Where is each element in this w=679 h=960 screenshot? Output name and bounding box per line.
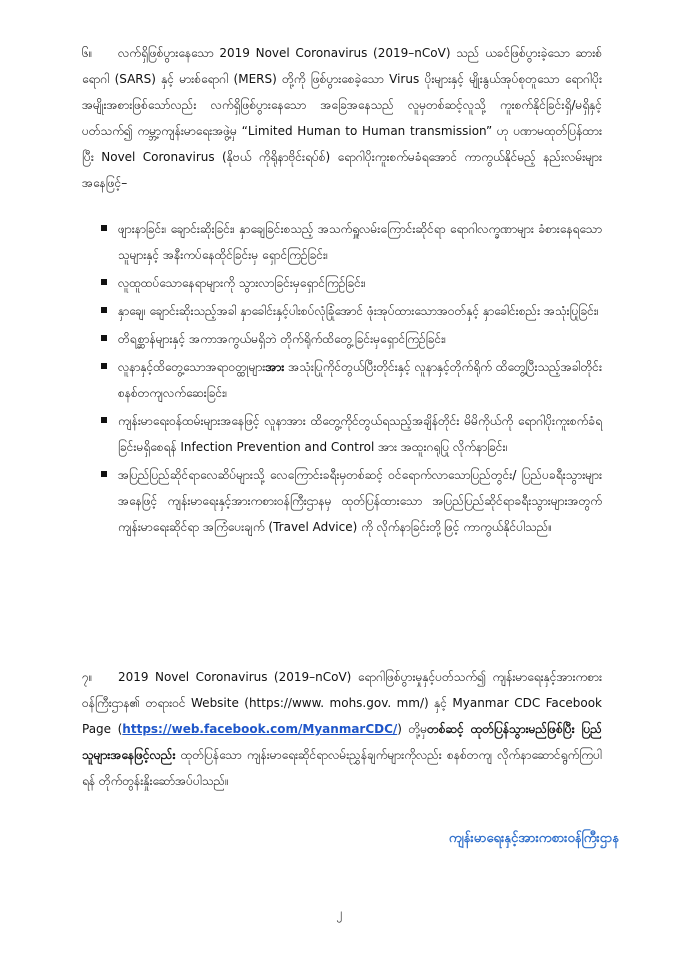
bullet-icon xyxy=(101,335,107,341)
paragraph-number: ၆။ xyxy=(82,46,93,60)
list-item: တိရစ္ဆာန်များနှင့် အကာအကွယ်မရှိဘဲ တိုက်ရိုက်ထိတွေ့ခြင်းမှရှောင်ကြဉ်ခြင်း၊ xyxy=(82,326,602,352)
paragraph-number: ၇။ xyxy=(82,670,93,684)
ministry-signature: ကျန်းမာရေးနှင့်အားကစားဝန်ကြီးဌာန xyxy=(448,831,619,846)
paragraph-text: လက်ရှိဖြစ်ပွားနေသော 2019 Novel Coronavirus (2019–nCoV) သည် ယခင်ဖြစ်ပွားခဲ့သော ဆားစ်ရောဂါ (SARS) နှင့် မားစ်ရောဂါ (MERS) တို့ကို ဖြစ်ပွားစေခဲ့သော Virus ပိုးများနှင့် မျိုးနွယ်အုပ်စုတူသော ရောဂါပိုးအမျိုးအစားဖြစ်သော်လည်း လက်ရှိဖြစ်ပွားနေသော အခြေအနေသည် လူမှတစ်ဆင့်လူသို့ ကူးစက်နိုင်ခြင်းရှိ/မရှိနှင့်ပတ်သက်၍ ကမ္ဘာ့ကျန်းမာရေးအဖွဲ့မှ “Limited Human to Human transmission” ဟု ပဏာမထုတ်ပြန်ထားပြီး Novel Coronavirus (နိုဗယ် ကိုရိုနာဗိုင်းရပ်စ်) ရောဂါပိုးကူးစက်မခံရအောင် ကာကွယ်နိုင်မည့် နည်းလမ်းများအနေဖြင့်– xyxy=(82,46,602,190)
list-item: လူနာနှင့်ထိတွေ့သောအရာဝတ္ထုများအား အသုံးပြုကိုင်တွယ်ပြီးတိုင်းနှင့် လူနာနှင့်တိုက်ရိုက် ထိတွေ့ပြီးသည့်အခါတိုင်းစနစ်တကျလက်ဆေးခြင်း၊ xyxy=(82,354,602,406)
bullet-list xyxy=(82,216,602,542)
list-item: ဖျားနာခြင်း၊ ချောင်းဆိုးခြင်း၊ နှာချေခြင်းစသည့် အသက်ရှူလမ်းကြောင်းဆိုင်ရာ ရောဂါလက္ခဏာများ ခံစားနေရသော သူများနှင့် အနီးကပ်နေထိုင်ခြင်းမှ ရှောင်ကြဉ်ခြင်း၊ xyxy=(82,216,602,268)
bullet-icon xyxy=(101,225,107,231)
bullet-icon xyxy=(101,417,107,423)
list-item: နှာချေ၊ ချောင်းဆိုးသည့်အခါ နှာခေါင်းနှင့်ပါးစပ်လုံခြုံအောင် ဖုံးအုပ်ထားသောအဝတ်နှင့် နှာခေါင်းစည်း အသုံးပြုခြင်း၊ xyxy=(82,298,602,324)
list-item: အပြည်ပြည်ဆိုင်ရာလေဆိပ်များသို့ လေကြောင်းခရီးမှတစ်ဆင့် ဝင်ရောက်လာသောပြည်တွင်း/ ပြည်ပခရီးသွားများအနေဖြင့် ကျန်းမာရေးနှင့်အားကစားဝန်ကြီးဌာနမှ ထုတ်ပြန်ထားသော အပြည်ပြည်ဆိုင်ရာခရီးသွားများအတွက် ကျန်းမာရေးဆိုင်ရာ အကြံပေးချက် (Travel Advice) ကို လိုက်နာခြင်းတို့ဖြင့် ကာကွယ်နိုင်ပါသည်။ xyxy=(82,462,602,540)
bullet-icon xyxy=(101,471,107,477)
facebook-link[interactable]: https://web.facebook.com/MyanmarCDC/ xyxy=(122,722,398,736)
bullet-icon xyxy=(101,363,107,369)
paragraph-7: ၇။ 2019 Novel Coronavirus (2019–nCoV) ရောဂါဖြစ်ပွားမှုနှင့်ပတ်သက်၍ ကျန်းမာရေးနှင့်အားကစားဝန်ကြီးဌာန၏ တရားဝင် Website (https://www. mohs.gov. mm/) နှင့် Myanmar CDC Facebook Page (https://web.facebook.com/MyanmarCDC/) တို့မှတစ်ဆင့် ထုတ်ပြန်သွားမည်ဖြစ်ပြီး ပြည်သူများအနေဖြင့်လည်း ထုတ်ပြန်သော ကျန်းမာရေးဆိုင်ရာလမ်းညွှန်ချက်များကိုလည်း စနစ်တကျ လိုက်နာဆောင်ရွက်ကြပါရန် တိုက်တွန်းနှိုးဆော်အပ်ပါသည်။ xyxy=(82,664,602,794)
bullet-icon xyxy=(101,279,107,285)
list-item: လူထူထပ်သောနေရာများကို သွားလာခြင်းမှရှောင်ကြဉ်ခြင်း၊ xyxy=(82,270,602,296)
bullet-icon xyxy=(101,307,107,313)
page-number: ၂ xyxy=(336,906,343,920)
paragraph-6 xyxy=(82,40,602,196)
list-item: ကျန်းမာရေးဝန်ထမ်းများအနေဖြင့် လူနာအား ထိတွေ့ကိုင်တွယ်ရသည့်အချိန်တိုင်း မိမိကိုယ်ကို ရောဂါပိုးကူးစက်ခံရခြင်းမရှိစေရန် Infection Prevention and Control အား အထူးဂရုပြု လိုက်နာခြင်း၊ xyxy=(82,408,602,460)
